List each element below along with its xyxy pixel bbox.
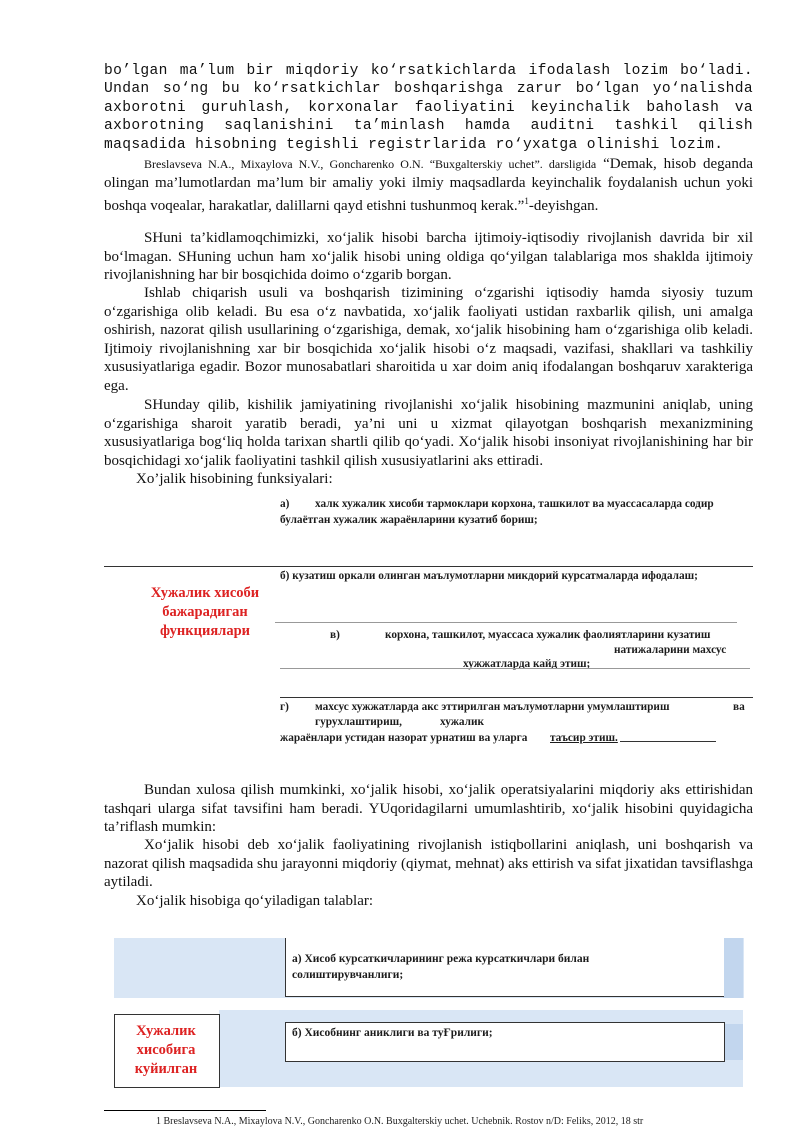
func-item-g-marker: г) — [280, 701, 289, 713]
quote-paragraph — [104, 155, 753, 216]
func-item-g-text: махсус хужжатларда акс эттирилган маълумотларни умумлаштириш — [315, 701, 670, 713]
divider-line — [104, 566, 753, 567]
func-item-v-marker: в) — [330, 629, 340, 641]
footnote-rule — [104, 1110, 266, 1111]
divider-line — [280, 697, 753, 698]
func-item-a-text: халк хужалик хисоби тармоклари корхона, ташкилот ва муассасаларда содир — [315, 498, 714, 510]
footnote-mark: 1 — [524, 196, 529, 207]
functions-heading: Xo’jalik hisobining funksiyalari: — [136, 471, 333, 487]
func-item-v-text: корхона, ташкилот, муассаса хужалик фаолиятларини кузатиш — [385, 629, 711, 641]
func-item-b: б) кузатиш оркали олинган маълумотларни микдорий курсатмаларда ифодалаш; — [280, 570, 698, 582]
shade-edge — [723, 1024, 743, 1060]
footnote-text: 1 Breslavseva N.A., Mixaylova N.V., Goncharenko O.N. Buxgalterskiy uchet. Uchebnik. Rostov n/D: Feliks, 2012, 18 str — [156, 1116, 644, 1127]
quote-text: “Demak, hisob deganda olingan ma’lumotlardan ma’lum bir amaliy yoki ilmiy maqsadlarda keyinchalik foydalanish uchun yoki boshqa voqealar, harakatlar, dalillarni qayd etishni tushunmoq kerak.” — [104, 156, 753, 215]
func-item-g-va: ва — [733, 701, 745, 713]
quote-tail: -deyishgan. — [528, 198, 599, 215]
requirements-heading: Xo‘jalik hisobiga qo‘yiladigan talablar: — [136, 893, 374, 909]
divider-line — [620, 741, 716, 742]
requirement-item-a: а) Хисоб курсаткичларининг режа курсаткичлари билан солиштирувчанлиги; — [292, 953, 590, 981]
paragraph-5: Bundan xulosa qilish mumkinki, xo‘jalik hisobi, xo‘jalik operatsiyalarini miqdoriy aks ettirishidan tashqari ularga sifat tavsifini ham beradi. YUqoridagilarni umumlashtirib, xo‘jalik hisobini quyidagicha ta’riflash mumkin: — [104, 782, 753, 836]
quote-authors: Breslavseva N.A., Mixaylova N.V., Goncharenko O.N. “Buxgalterskiy uchet”. darsligida — [144, 157, 597, 171]
func-item-a-marker: а) — [280, 498, 290, 510]
func-item-g-text5: таъсир этиш. — [550, 732, 618, 744]
requirements-center-label: Хужалик хисобига куйилган — [134, 1023, 198, 1077]
paragraph-6: Xo‘jalik hisobi deb xo‘jalik faoliyatining rivojlanish istiqbollarini aniqlash, uni boshqarish va nazorat qilish maqsadida shu jarayonni miqdoriy (qiymat, mehnat) aks ettirish va sifat jixatidan tavsiflashga aytiladi. — [104, 837, 753, 891]
intro-paragraph: bo’lgan ma’lum bir miqdoriy ko‘rsatkichlarda ifodalash lozim bo‘ladi. Undan so‘ng bu ko‘rsatkichlar boshqarishga zarur bo‘lgan yo‘nalishda axborotni guruhlash, korxonalar faoliyatini keyinchalik baholash va axborotning saqlanishini ta’minlash hamda auditni tashkil qilish maqsadida hisobning tegishli registrlarida ro‘yxatga olinishi lozim. — [104, 63, 753, 153]
func-item-a-text2: булаётган хужалик жараёнларини кузатиб бориш; — [280, 514, 538, 526]
functions-center-label: Хужалик хисоби бажарадиган функциялари — [150, 585, 260, 639]
divider-line — [280, 668, 750, 669]
divider-line — [275, 622, 737, 623]
func-item-g-text4: жараёнлари устидан назорат урнатиш ва уларга — [280, 732, 528, 744]
paragraph-4: SHunday qilib, kishilik jamiyatining rivojlanishi xo‘jalik hisobining mazmunini aniqlab, uning o‘zgarishiga sharoit yaratib beradi, ya’ni uni u xizmat qilayotgan boshqarish mexanizmining xususiyatlariga bog‘liq holda tarixan shartli qilib qo‘yadi. Xo‘jalik hisobi insoniyat rivojlanishining har bir bosqichidagi xo‘jalik faoliyatini tashkil qilish xususiyatlarini aks ettiradi. — [104, 397, 753, 469]
paragraph-3: Ishlab chiqarish usuli va boshqarish tizimining o‘zgarishi iqtisodiy hamda siyosiy tuzum o‘zgarishiga olib keladi. Bu esa o‘z navbatida, xo‘jalik faoliyati ustidan raxbarlik qilish, uni amalga oshirish, nazorat qilish usullarining o‘zgarishiga, demak, xo‘jalik hisobining ham o‘zgarishiga olib keladi. Ijtimoiy rivojlanishning xar bir bosqichida xo‘jalik hisobi o‘z maqsadi, vazifasi, shakllari va tashkiliy xususiyatlariga egadir. Bozor munosabatlari sharoitida u xar doim aniq ifodalangan boshqaruv xarakteriga ega. — [104, 285, 753, 394]
requirement-item-b: б) Хисобнинг аниклиги ва туҒрилиги; — [292, 1027, 493, 1039]
func-item-g-text3: хужалик — [440, 716, 485, 728]
func-item-v-text3: хужжатларда кайд этиш; — [463, 658, 591, 670]
func-item-g-text2: гурухлаштириш, — [315, 716, 402, 728]
shade-edge — [723, 938, 743, 998]
func-item-v-text2: натижаларини махсус — [614, 644, 727, 656]
paragraph-2: SHuni ta’kidlamoqchimizki, xo‘jalik hisobi barcha ijtimoiy-iqtisodiy rivojlanish davrida bir xil bo‘lmagan. SHuning uchun ham xo‘jalik hisobi uning oldiga qo‘yilgan talablariga mos shaklda ijtimoiy rivojlanishning har bir bosqichida doimo o‘zgarib borgan. — [104, 230, 753, 284]
